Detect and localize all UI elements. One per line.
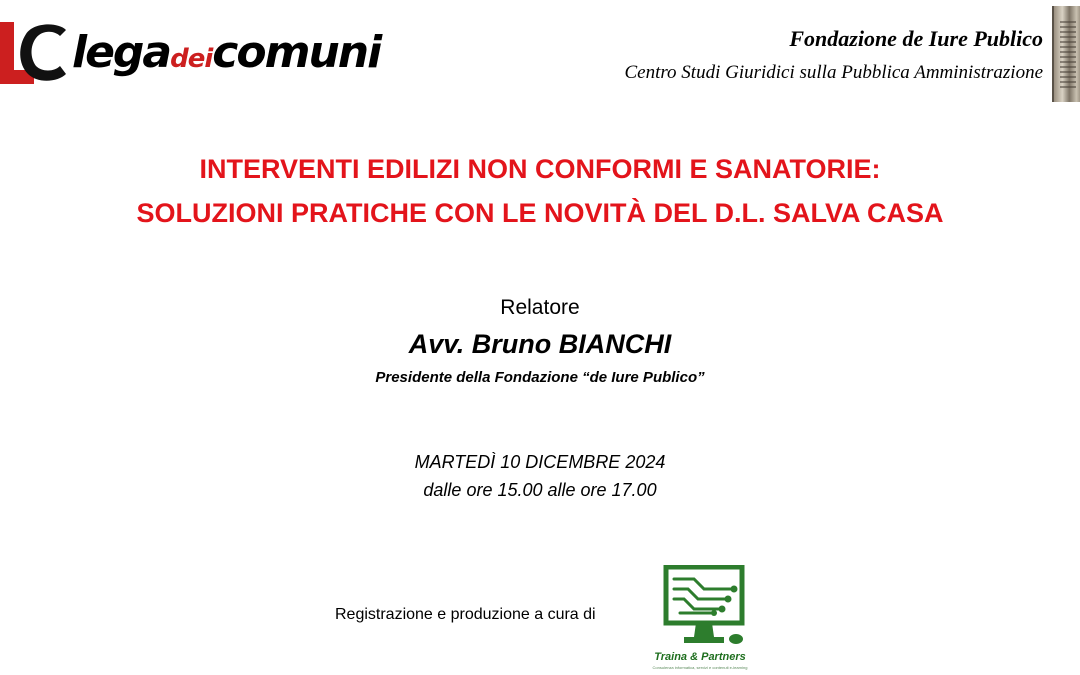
production-credit: Registrazione e produzione a cura di — [335, 606, 596, 623]
foundation-emblem-image — [1052, 6, 1080, 102]
lega-dei-comuni-logo-mark — [0, 22, 70, 84]
speaker-name: Avv. Bruno BIANCHI — [408, 329, 672, 359]
event-time: dalle ore 15.00 alle ore 17.00 — [423, 480, 657, 500]
traina-partners-logo-icon — [660, 565, 750, 649]
speaker-role: Presidente della Fondazione “de Iure Publico” — [375, 369, 705, 386]
lega-dei-comuni-wordmark — [72, 26, 380, 86]
foundation-name: Fondazione de Iure Publico — [789, 26, 1043, 51]
partner-tagline: Consulenza informatica, servizi e contenuti e-learning — [652, 665, 748, 670]
logo-word-dei: dei — [170, 44, 213, 74]
foundation-subtitle: Centro Studi Giuridici sulla Pubblica Amministrazione — [624, 62, 1043, 83]
event-title-line-2: SOLUZIONI PRATICHE CON LE NOVITÀ DEL D.L. SALVA CASA — [136, 198, 944, 228]
event-title-line-1: INTERVENTI EDILIZI NON CONFORMI E SANATORIE: — [199, 154, 881, 184]
speaker-label: Relatore — [500, 296, 580, 319]
logo-word-comuni: comuni — [212, 27, 381, 78]
event-date: MARTEDÌ 10 DICEMBRE 2024 — [414, 452, 666, 472]
partner-name: Traina & Partners — [654, 651, 746, 663]
logo-word-lega: lega — [72, 27, 171, 78]
